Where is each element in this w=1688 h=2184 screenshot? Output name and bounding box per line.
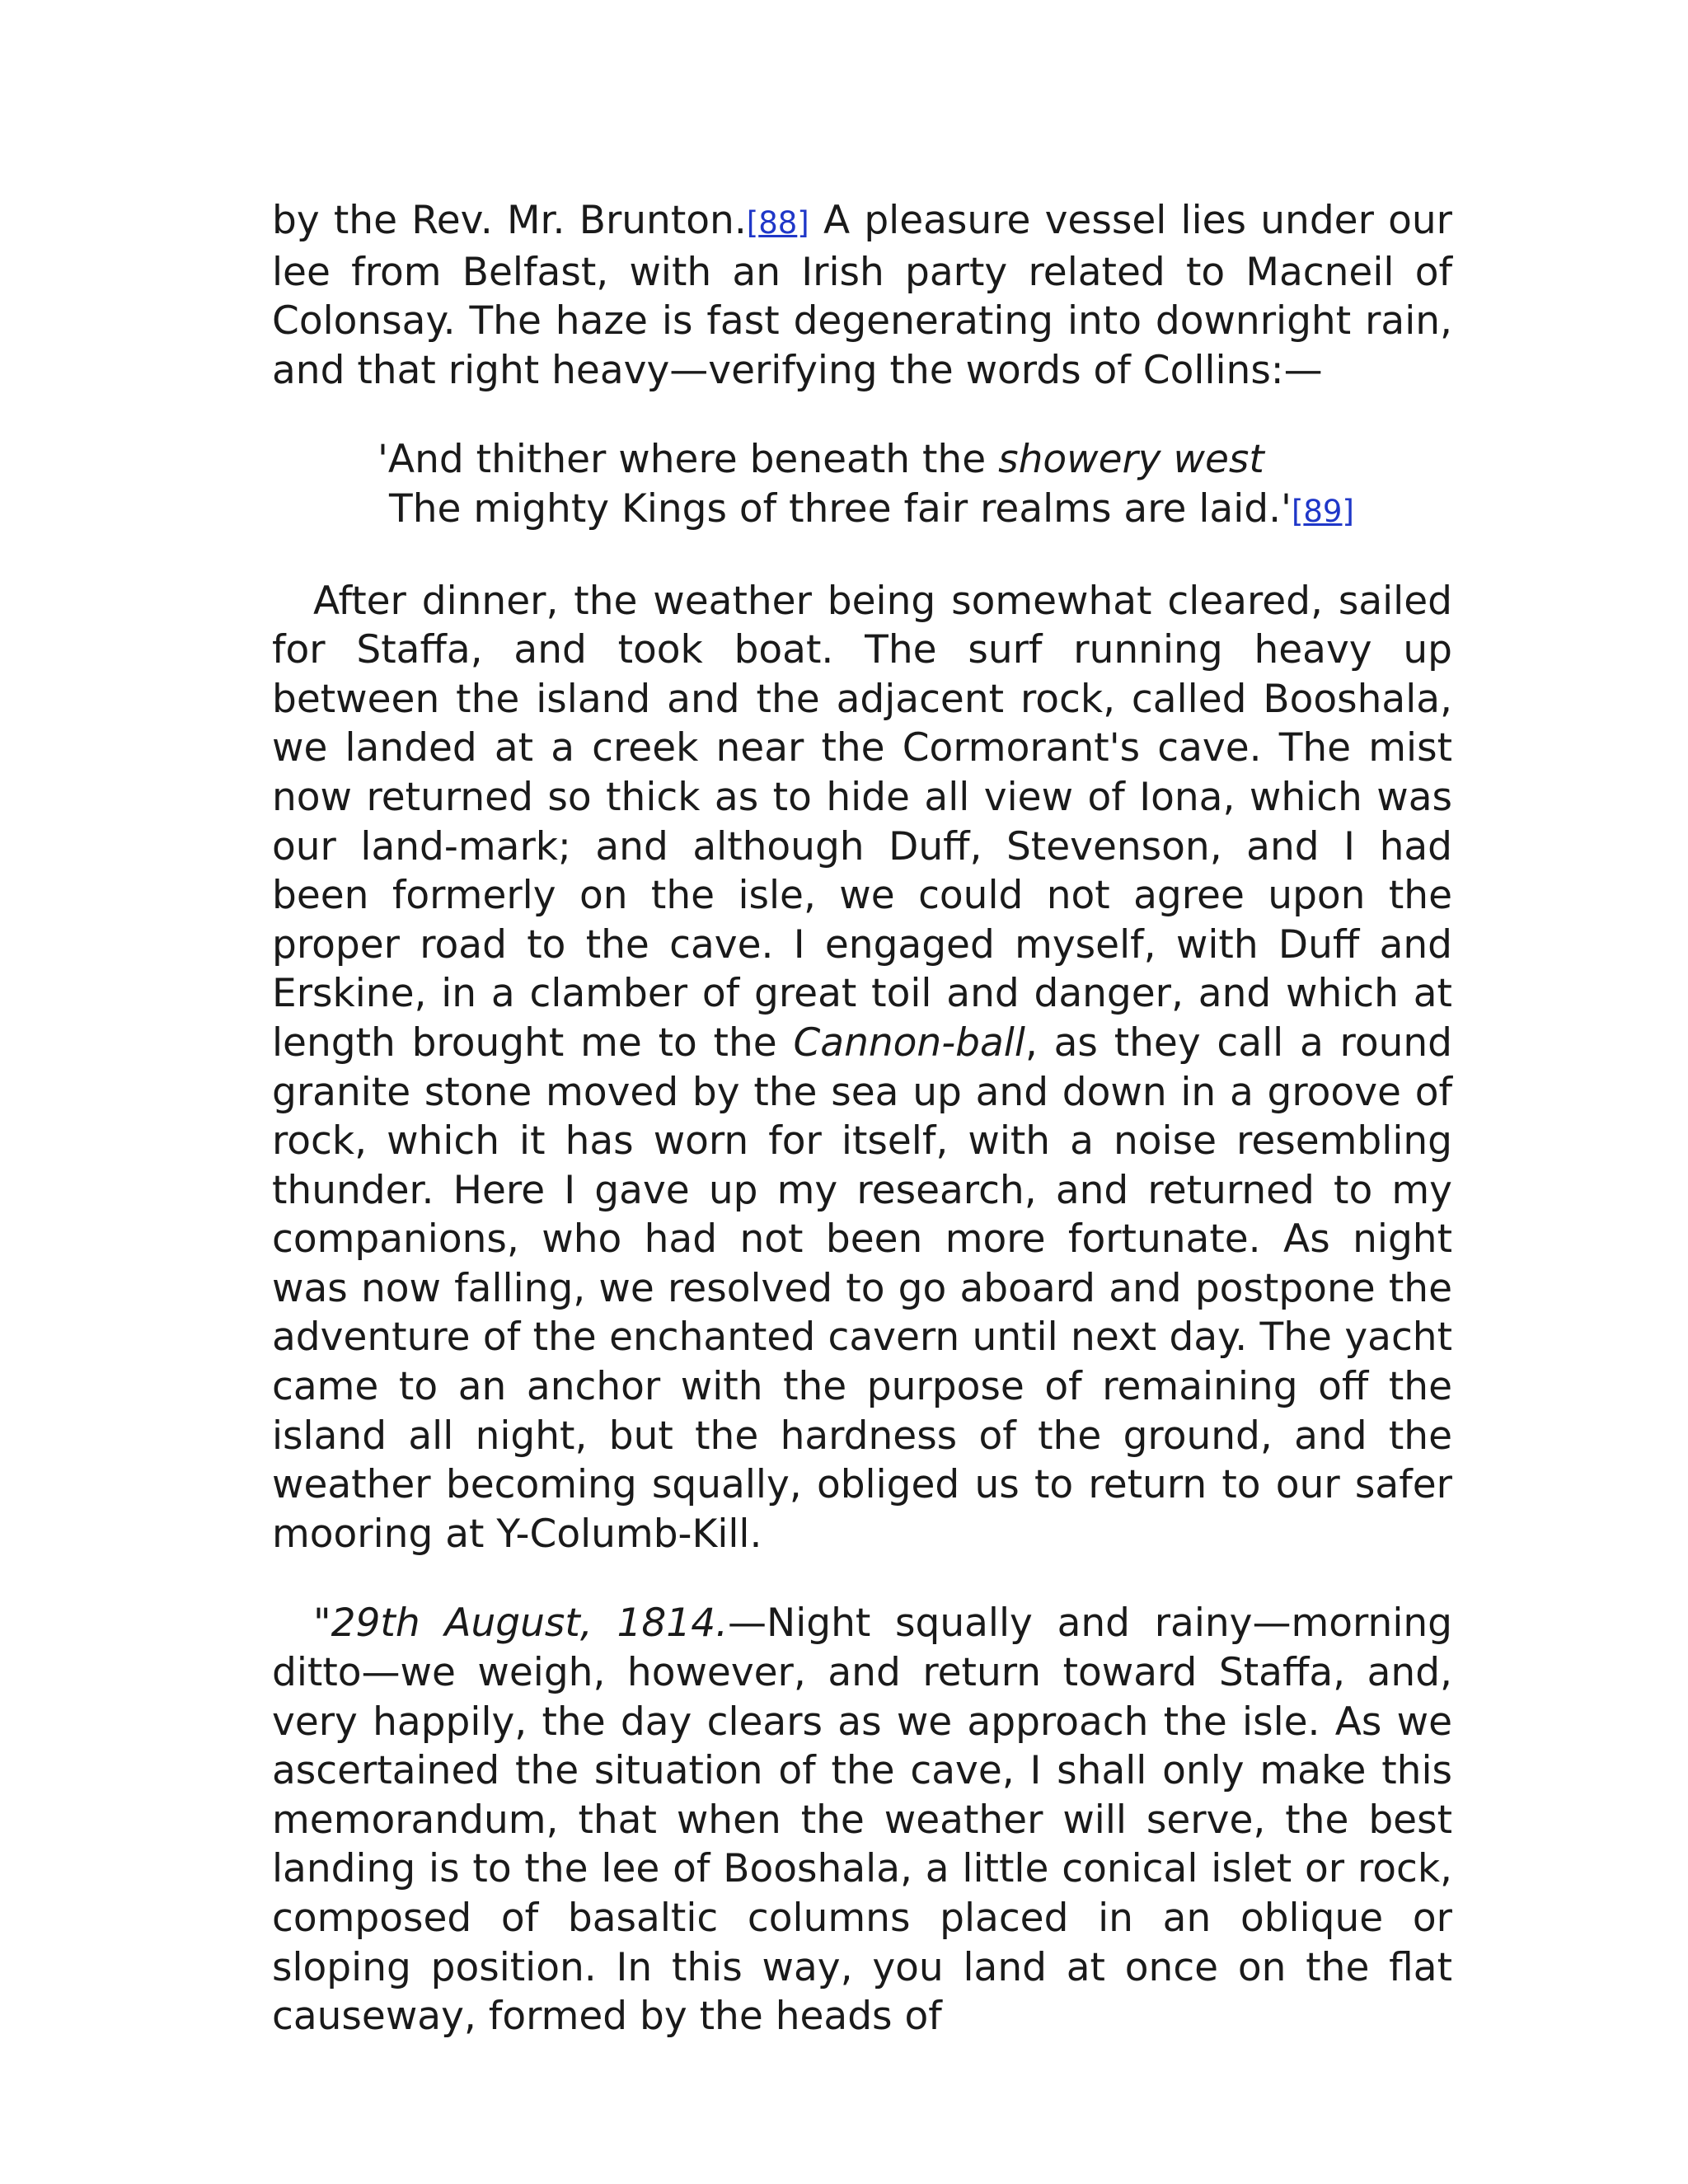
footnote-89-open-bracket: [ <box>1291 493 1304 529</box>
paragraph-1-text-a: by the Rev. Mr. Brunton. <box>272 198 747 243</box>
verse-line-1 <box>377 435 1452 485</box>
page-body <box>272 196 1452 2041</box>
paragraph-3-text: —Night squally and rainy—morning ditto—we weigh, however, and return toward Staffa, and, very happily, the day clears as we approach the isle. As we ascertained the situation of the cave, I shall only make this memorandum, that when the weather will serve, the best landing is to the lee of Booshala, a little conical islet or rock, composed of basaltic columns placed in an oblique or sloping position. In this way, you land at once on the flat causeway, formed by the heads of <box>272 1601 1453 2040</box>
paragraph-3 <box>272 1599 1452 2041</box>
paragraph-2 <box>272 577 1452 1559</box>
footnote-link-88[interactable]: 88 <box>758 205 798 241</box>
paragraph-3-date: 29th August, 1814. <box>331 1601 729 1647</box>
paragraph-1 <box>272 196 1452 395</box>
verse-line-2 <box>377 485 1452 537</box>
verse-line-2-text: The mighty Kings of three fair realms are laid.' <box>389 485 1292 532</box>
verse-line-1-italic: showery west <box>998 437 1264 483</box>
paragraph-3-open-quote: " <box>313 1601 331 1647</box>
footnote-89-close-bracket: ] <box>1342 493 1354 529</box>
verse-line-1-text: 'And thither where beneath the <box>377 437 999 483</box>
paragraph-2-text-b: , as they call a round granite stone moved by the sea up and down in a groove of rock, which it has worn for itself, with a noise resembling thunder. Here I gave up my research, and returned to my companions, who had not been more fortunate. As night was now falling, we resolved to go aboard and postpone the adventure of the enchanted cavern until next day. The yacht came to an anchor with the purpose of remaining off the island all night, but the hardness of the ground, and the weather becoming squally, obliged us to return to our safer mooring at Y-Columb-Kill. <box>272 1019 1452 1557</box>
footnote-88-open-bracket: [ <box>746 205 759 241</box>
paragraph-2-italic: Cannon-ball <box>793 1019 1025 1066</box>
paragraph-1-text-b: A pleasure vessel lies under our lee from Belfast, with an Irish party related to Macneil of Colonsay. The haze is fast degenerating into downright rain, and that right heavy—verifying the words of Collins:— <box>272 198 1452 393</box>
footnote-link-89[interactable]: 89 <box>1303 493 1343 529</box>
footnote-88-close-bracket: ] <box>797 205 809 241</box>
verse-quotation <box>272 435 1452 536</box>
paragraph-2-text-a: After dinner, the weather being somewhat cleared, sailed for Staffa, and took boat. The surf running heavy up between the island and the adjacent rock, called Booshala, we landed at a creek near the Cormorant's cave. The mist now returned so thick as to hide all view of Iona, which was our land-mark; and although Duff, Stevenson, and I had been formerly on the isle, we could not agree upon the proper road to the cave. I engaged myself, with Duff and Erskine, in a clamber of great toil and danger, and which at length brought me to the <box>272 578 1452 1066</box>
